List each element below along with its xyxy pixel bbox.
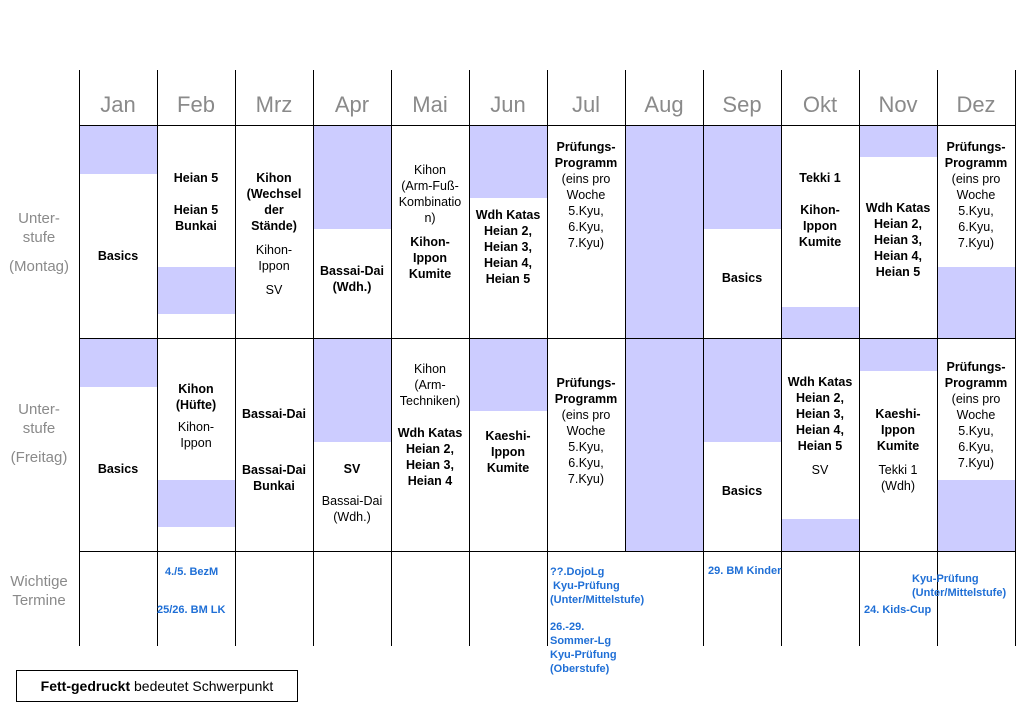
month-okt: Okt	[802, 92, 838, 117]
shade-block	[860, 126, 937, 157]
grid-line	[391, 70, 392, 646]
cell-montag-feb: Heian 5 Heian 5 Bunkai	[173, 171, 219, 233]
grid-line	[79, 70, 80, 646]
month-mrz: Mrz	[255, 92, 293, 117]
grid-line	[235, 70, 236, 646]
shade-block	[470, 339, 547, 411]
cell-montag-okt: Tekki 1 Kihon- Ippon Kumite	[798, 171, 842, 249]
grid-line	[79, 551, 1015, 552]
grid-line	[703, 70, 704, 646]
cell-montag-mrz: Kihon (Wechsel der Stände) Kihon- Ippon SV	[246, 171, 302, 297]
cell-montag-jun: Wdh Katas Heian 2, Heian 3, Heian 4, Heian 5	[475, 208, 541, 286]
cell-freitag-okt: Wdh Katas Heian 2, Heian 3, Heian 4, Heian 5 SV	[787, 375, 853, 477]
termin-kyu-pruefung-dez	[912, 572, 1006, 600]
row-label-line: Unter-	[18, 401, 60, 418]
row-label-line: stufe	[22, 229, 56, 246]
row-label-line: Termine	[12, 592, 66, 609]
shade-block	[80, 126, 157, 174]
cell-montag-jan: Basics	[97, 249, 139, 263]
termin-line: Sommer-Lg	[550, 635, 612, 647]
month-sep: Sep	[722, 92, 762, 117]
cell-montag-nov: Wdh Katas Heian 2, Heian 3, Heian 4, Heian 5	[865, 201, 931, 279]
shade-block	[314, 339, 391, 442]
legend-box	[16, 670, 298, 702]
termin-line: 26.-29.	[550, 621, 585, 633]
month-aug: Aug	[644, 92, 684, 117]
month-jan: Jan	[100, 92, 136, 117]
row-label-line: stufe	[22, 420, 56, 437]
shade-block	[938, 480, 1015, 551]
cell-freitag-jan: Basics	[97, 462, 139, 476]
termin-line: (Unter/Mittelstufe)	[550, 594, 645, 606]
grid-line	[1015, 70, 1016, 646]
cell-freitag-jun: Kaeshi- Ippon Kumite	[485, 429, 531, 475]
termin-kids-cup: 24. Kids-Cup	[864, 604, 932, 616]
cell-freitag-mai: Kihon (Arm- Techniken) Wdh Katas Heian 2, Heian 3, Heian 4	[397, 362, 463, 488]
grid-line	[781, 70, 782, 646]
row-label-line: (Montag)	[8, 258, 70, 275]
shade-block	[782, 519, 859, 551]
termin-sommer-lg	[550, 620, 617, 676]
month-jun: Jun	[490, 92, 526, 117]
termin-line: Kyu-Prüfung	[912, 573, 979, 585]
termin-line: (Oberstufe)	[550, 663, 610, 675]
shade-block	[314, 126, 391, 229]
grid-line	[859, 70, 860, 646]
cell-montag-jul: Prüfungs- Programm (eins pro Woche 5.Kyu, 6.Kyu, 7.Kyu)	[554, 140, 618, 250]
cell-montag-sep: Basics	[721, 271, 763, 285]
row-label-line: Unter-	[18, 210, 60, 227]
cell-montag-dez: Prüfungs- Programm (eins pro Woche 5.Kyu, 6.Kyu, 7.Kyu)	[944, 140, 1008, 250]
month-apr: Apr	[334, 92, 370, 117]
termin-line: Kyu-Prüfung	[550, 649, 617, 661]
cell-freitag-feb: Kihon (Hüfte) Kihon- Ippon	[175, 382, 217, 450]
month-jul: Jul	[571, 92, 601, 117]
termin-line: ??.DojoLg	[550, 566, 605, 578]
month-dez: Dez	[956, 92, 996, 117]
grid-line	[469, 70, 470, 646]
month-feb: Feb	[177, 92, 215, 117]
shade-block	[938, 267, 1015, 338]
shade-block	[626, 126, 703, 552]
shade-block	[704, 339, 781, 442]
month-mai: Mai	[412, 92, 448, 117]
termin-bezm: 4./5. BezM	[165, 566, 219, 578]
shade-block	[158, 267, 235, 314]
cell-montag-mai: Kihon (Arm-Fuß- Kombinatio n) Kihon- Ippon Kumite	[398, 163, 462, 281]
month-nov: Nov	[878, 92, 918, 117]
termin-dojolg	[550, 565, 644, 607]
cell-freitag-jul: Prüfungs- Programm (eins pro Woche 5.Kyu, 6.Kyu, 7.Kyu)	[554, 376, 618, 486]
row-label-line: (Freitag)	[10, 449, 68, 466]
row-label-freitag	[0, 400, 78, 467]
grid-line	[79, 338, 1015, 339]
grid-line	[313, 70, 314, 646]
legend-text: bedeutet Schwerpunkt	[130, 678, 274, 694]
grid-line	[157, 70, 158, 646]
grid-line	[79, 125, 1015, 126]
row-label-line: Wichtige	[10, 573, 68, 590]
row-label-montag	[0, 209, 78, 276]
shade-block	[782, 307, 859, 338]
cell-freitag-sep: Basics	[721, 484, 763, 498]
shade-block	[860, 339, 937, 371]
shade-block	[704, 126, 781, 229]
cell-freitag-dez: Prüfungs- Programm (eins pro Woche 5.Kyu, 6.Kyu, 7.Kyu)	[944, 360, 1008, 470]
shade-block	[470, 126, 547, 198]
termin-bm-kinder: 29. BM Kinder	[708, 565, 782, 577]
shade-block	[80, 339, 157, 387]
termin-line: (Unter/Mittelstufe)	[912, 587, 1007, 599]
grid-line	[625, 70, 626, 552]
row-label-termine	[0, 572, 78, 610]
termin-line: Kyu-Prüfung	[550, 580, 620, 592]
cell-freitag-apr: SV Bassai-Dai (Wdh.)	[321, 462, 383, 524]
legend-bold-text: Fett-gedruckt	[40, 678, 131, 694]
cell-freitag-mrz: Bassai-Dai Bassai-Dai Bunkai	[242, 407, 306, 493]
termin-bm-lk: 25/26. BM LK	[157, 604, 226, 616]
cell-freitag-nov: Kaeshi- Ippon Kumite Tekki 1 (Wdh)	[875, 407, 921, 493]
cell-montag-apr: Bassai-Dai (Wdh.)	[320, 264, 384, 294]
shade-block	[158, 480, 235, 527]
